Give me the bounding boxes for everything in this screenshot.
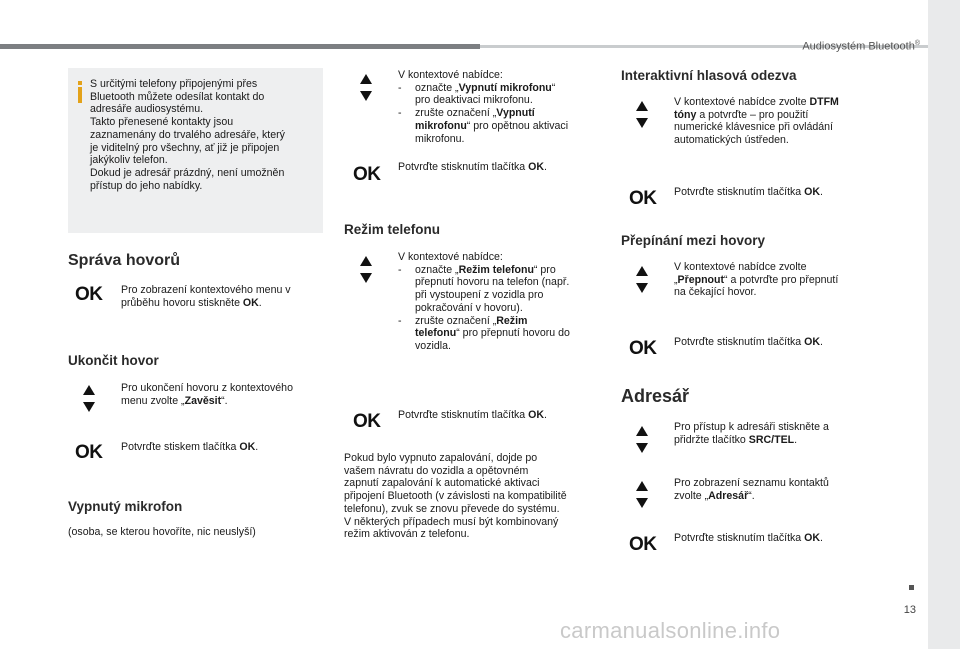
info-line: přístup do jeho nabídky. — [90, 179, 203, 192]
info-icon — [76, 81, 84, 103]
adresar-step2: Pro zobrazení seznamu kontaktů zvolte „Adresář“. — [674, 477, 829, 502]
running-header: Audiosystém Bluetooth® — [802, 40, 920, 53]
up-down-arrows-icon — [636, 481, 648, 509]
up-down-arrows-icon — [636, 101, 648, 129]
info-line: je viditelný pro všechny, ať již je připojen — [90, 141, 280, 154]
page-number: 13 — [903, 604, 916, 616]
ok-button-icon: OK — [629, 534, 657, 555]
heading-ivr: Interaktivní hlasová odezva — [621, 68, 797, 83]
up-down-arrows-icon — [360, 256, 372, 284]
heading-sprava-hovoru: Správa hovorů — [68, 252, 181, 269]
up-down-arrows-icon — [636, 426, 648, 454]
rezim-confirm: Potvrďte stisknutím tlačítka OK. — [398, 409, 547, 421]
rezim-steps: V kontextové nabídce: - označte „Režim telefonu“ pro přepnutí hovoru na telefon (např. při vystoupení z vozidla pro pokračování v hovoru). - zrušte označení „Režim telefonu“ pro přepnutí hovoru do vozidla. — [398, 251, 608, 353]
info-line: Dokud je adresář prázdný, není umožněn — [90, 166, 285, 179]
ivr-text: V kontextové nabídce zvolte DTFM tóny a potvrďte – pro použití numerické klávesnice při ovládání automatických ústředen. — [674, 96, 839, 147]
ok-button-icon: OK — [629, 338, 657, 359]
info-line: adresáře audiosystému. — [90, 103, 204, 116]
ignition-note: Pokud bylo vypnuto zapalování, dojde po vašem návratu do vozidla a opětovném zapnutí zapalování k automatické aktivaci připojení Bluetooth (v závislosti na kompatibilitě telefonu), zvuk se znovu převede do systému. V některých případech musí být kombinovaný režim aktivován z telefonu. — [344, 452, 567, 541]
heading-prepinani: Přepínání mezi hovory — [621, 233, 766, 248]
prepinani-confirm: Potvrďte stisknutím tlačítka OK. — [674, 336, 823, 348]
vypnuty-mikrofon-note: (osoba, se kterou hovoříte, nic neuslyší) — [68, 526, 256, 538]
heading-vypnuty-mikrofon: Vypnutý mikrofon — [68, 499, 183, 514]
info-line: Bluetooth můžete odesílat kontakt do — [90, 90, 265, 103]
heading-adresar: Adresář — [621, 386, 690, 406]
header-rule-dark — [0, 44, 480, 49]
info-line: Takto přenesené kontakty jsou — [90, 116, 234, 129]
ivr-confirm: Potvrďte stisknutím tlačítka OK. — [674, 186, 823, 198]
page-marker — [909, 585, 914, 590]
ok-button-icon: OK — [75, 442, 103, 463]
info-line: zaznamenány do trvalého adresáře, který — [90, 128, 285, 141]
side-strip — [928, 0, 960, 649]
ok-button-icon: OK — [75, 284, 103, 305]
watermark: carmanualsonline.info — [560, 618, 781, 643]
info-box — [68, 68, 323, 233]
adresar-confirm: Potvrďte stisknutím tlačítka OK. — [674, 532, 823, 544]
ok-button-icon: OK — [353, 164, 381, 185]
info-line: jakýkoliv telefon. — [90, 154, 168, 167]
up-down-arrows-icon — [636, 266, 648, 294]
ukoncit-step1: Pro ukončení hovoru z kontextového menu zvolte „Zavěsit“. — [121, 382, 293, 407]
prepinani-text: V kontextové nabídce zvolte „Přepnout“ a potvrďte pro přepnutí na čekající hovor. — [674, 261, 839, 299]
adresar-step1: Pro přístup k adresáři stiskněte a přidržte tlačítko SRC/TEL. — [674, 421, 829, 446]
mic-steps: V kontextové nabídce: - označte „Vypnutí mikrofonu“ pro deaktivaci mikrofonu. - zrušte označení „Vypnutí mikrofonu“ pro opětnou aktivaci mikrofonu. — [398, 69, 608, 145]
mic-confirm: Potvrďte stisknutím tlačítka OK. — [398, 161, 547, 173]
info-line: S určitými telefony připojenými přes — [90, 78, 258, 90]
up-down-arrows-icon — [360, 74, 372, 102]
ok-button-icon: OK — [353, 411, 381, 432]
sprava-hovoru-text: Pro zobrazení kontextového menu v průběhu hovoru stiskněte OK. — [121, 284, 291, 309]
heading-ukoncit-hovor: Ukončit hovor — [68, 353, 159, 368]
heading-rezim-telefonu: Režim telefonu — [344, 222, 441, 237]
ok-button-icon: OK — [629, 188, 657, 209]
up-down-arrows-icon — [83, 385, 95, 413]
ukoncit-step2: Potvrďte stiskem tlačítka OK. — [121, 441, 259, 453]
